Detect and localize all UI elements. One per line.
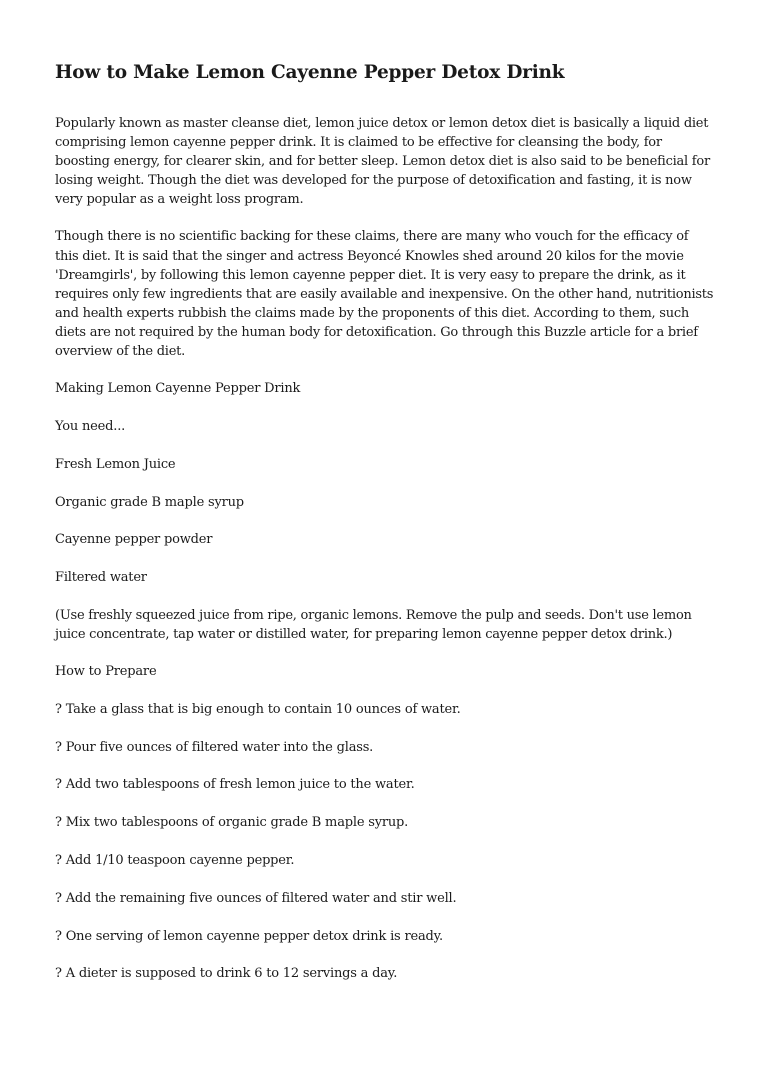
ingredient-item: Cayenne pepper powder <box>55 532 213 548</box>
you-need-label: You need... <box>55 418 126 434</box>
step-item: ? Mix two tablespoons of organic grade B maple syrup. <box>55 815 409 831</box>
intro-paragraph-2: Though there is no scientific backing for these claims, there are many who vouch for the efficacy of this diet. It is said that the singer and actress Beyoncé Knowles shed around 20 kilos for the movie 'Dreamgirls', by following this lemon cayenne pepper diet. It is very easy to prepare the drink, as it requires only few ingredients that are easily available and inexpensive. On the other hand, nutritionists and health experts rubbish the claims made by the proponents of this diet. According to them, such diets are not required by the human body for detoxification. Go through this Buzzle article for a brief overview of the diet. <box>55 229 714 360</box>
ingredient-item: Fresh Lemon Juice <box>55 456 176 472</box>
step-item: ? Pour five ounces of filtered water into the glass. <box>55 739 374 755</box>
document-page <box>55 60 715 1002</box>
ingredient-item: Filtered water <box>55 570 147 586</box>
section-heading-making: Making Lemon Cayenne Pepper Drink <box>55 381 301 397</box>
ingredient-item: Organic grade B maple syrup <box>55 494 244 510</box>
step-item: ? Add the remaining five ounces of filtered water and stir well. <box>55 890 457 906</box>
step-item: ? A dieter is supposed to drink 6 to 12 servings a day. <box>55 966 398 982</box>
intro-paragraph-1: Popularly known as master cleanse diet, lemon juice detox or lemon detox diet is basically a liquid diet comprising lemon cayenne pepper drink. It is claimed to be effective for cleansing the body, for boosting energy, for clearer skin, and for better sleep. Lemon detox diet is also said to be beneficial for losing weight. Though the diet was developed for the purpose of detoxification and fasting, it is now very popular as a weight loss program. <box>55 116 710 208</box>
section-heading-prepare: How to Prepare <box>55 664 157 680</box>
document-title: How to Make Lemon Cayenne Pepper Detox Drink <box>55 62 565 83</box>
step-item: ? Take a glass that is big enough to contain 10 ounces of water. <box>55 701 461 717</box>
step-item: ? One serving of lemon cayenne pepper detox drink is ready. <box>55 928 443 944</box>
step-item: ? Add two tablespoons of fresh lemon juice to the water. <box>55 777 415 793</box>
preparation-note: (Use freshly squeezed juice from ripe, organic lemons. Remove the pulp and seeds. Don't use lemon juice concentrate, tap water or distilled water, for preparing lemon cayenne pepper detox drink.) <box>55 607 692 642</box>
step-item: ? Add 1/10 teaspoon cayenne pepper. <box>55 853 295 869</box>
